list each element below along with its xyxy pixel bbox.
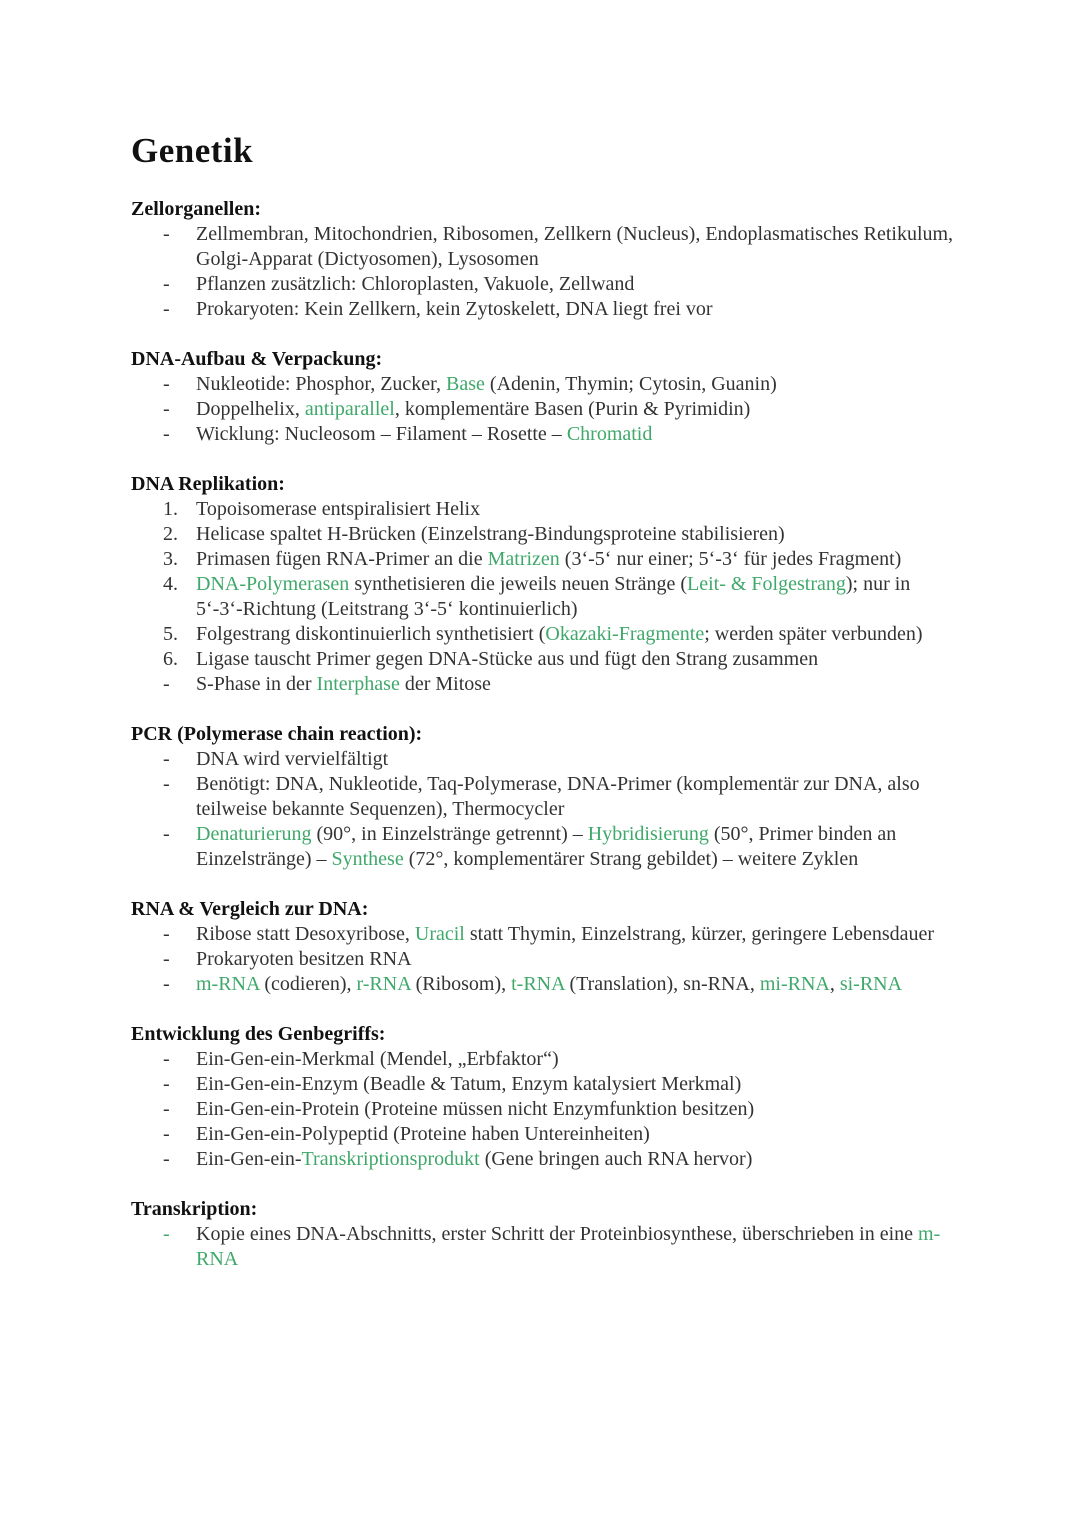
section-heading: RNA & Vergleich zur DNA:	[131, 898, 369, 920]
text-run: ); nur in 5‘-3‘-Richtung (Leitstrang 3‘-5‘ kontinuierlich)	[196, 573, 911, 620]
list-item	[131, 747, 961, 772]
list-item	[131, 1072, 961, 1097]
list-marker: -	[163, 748, 170, 770]
list-item	[131, 1122, 961, 1147]
text-run: (50°, Primer binden an Einzelstränge) –	[196, 823, 897, 870]
list-item	[131, 422, 961, 447]
list-marker: -	[163, 773, 170, 795]
section-list	[131, 1047, 961, 1172]
text-run: (Adenin, Thymin; Cytosin, Guanin)	[484, 373, 777, 395]
section-list	[131, 222, 961, 322]
list-item	[131, 272, 961, 297]
section-heading: Entwicklung des Genbegriffs:	[131, 1023, 386, 1045]
list-marker: -	[163, 1073, 170, 1095]
highlighted-term: Matrizen	[487, 548, 560, 570]
highlighted-term: Okazaki-Fragmente	[545, 623, 705, 645]
text-run: (Translation), sn-RNA,	[564, 973, 760, 995]
highlighted-term: Denaturierung	[196, 823, 312, 845]
text-run: S-Phase in der	[196, 673, 317, 695]
sections-container	[131, 196, 961, 1272]
list-marker: -	[163, 273, 170, 295]
section-list	[131, 372, 961, 447]
list-marker: -	[163, 923, 170, 945]
list-marker: 3.	[163, 548, 178, 570]
text-run: statt Thymin, Einzelstrang, kürzer, geringere Lebensdauer	[464, 923, 935, 945]
highlighted-term: Base	[446, 373, 485, 395]
section-heading: Zellorganellen:	[131, 198, 261, 220]
text-run: Ligase tauscht Primer gegen DNA-Stücke aus und fügt den Strang zusammen	[196, 648, 819, 670]
list-item	[131, 497, 961, 522]
list-item	[131, 672, 961, 697]
text-run: Ein-Gen-ein-Protein (Proteine müssen nicht Enzymfunktion besitzen)	[196, 1098, 755, 1120]
list-item	[131, 922, 961, 947]
list-item	[131, 647, 961, 672]
list-item	[131, 1222, 961, 1272]
list-marker: -	[163, 948, 170, 970]
highlighted-term: mi-RNA	[759, 973, 830, 995]
section-list	[131, 747, 961, 872]
section	[131, 896, 961, 997]
list-marker: -	[163, 423, 170, 445]
list-marker: -	[163, 1098, 170, 1120]
text-run: , komplementäre Basen (Purin & Pyrimidin)	[394, 398, 751, 420]
text-run: Primasen fügen RNA-Primer an die	[196, 548, 488, 570]
highlighted-term: m-RNA	[196, 1223, 941, 1270]
list-marker: 5.	[163, 623, 178, 645]
highlighted-term: t-RNA	[511, 973, 565, 995]
highlighted-term: Chromatid	[566, 423, 653, 445]
text-run: Topoisomerase entspiralisiert Helix	[196, 498, 481, 520]
highlighted-term: Hybridisierung	[587, 823, 709, 845]
list-marker: -	[163, 973, 170, 995]
highlighted-term: Transkriptionsprodukt	[301, 1148, 480, 1170]
text-run: DNA wird vervielfältigt	[196, 748, 389, 770]
list-marker: 1.	[163, 498, 178, 520]
text-run: Prokaryoten: Kein Zellkern, kein Zytoskelett, DNA liegt frei vor	[196, 298, 713, 320]
list-marker: -	[163, 673, 170, 695]
text-run: synthetisieren die jeweils neuen Stränge (	[349, 573, 687, 595]
text-run: Zellmembran, Mitochondrien, Ribosomen, Zellkern (Nucleus), Endoplasmatisches Retikulum, Golgi-Apparat (Dictyosomen), Lysosomen	[196, 223, 954, 270]
text-run: (codieren),	[259, 973, 357, 995]
section-heading: DNA Replikation:	[131, 473, 285, 495]
highlighted-term: Interphase	[316, 673, 400, 695]
text-run: Benötigt: DNA, Nukleotide, Taq-Polymerase, DNA-Primer (komplementär zur DNA, also teilweise bekannte Sequenzen), Thermocycler	[196, 773, 920, 820]
text-run: Doppelhelix,	[196, 398, 305, 420]
text-run: (72°, komplementärer Strang gebildet) – weitere Zyklen	[403, 848, 859, 870]
highlighted-term: r-RNA	[356, 973, 411, 995]
list-item	[131, 547, 961, 572]
section	[131, 1021, 961, 1172]
text-run: der Mitose	[399, 673, 491, 695]
highlighted-term: si-RNA	[839, 973, 903, 995]
text-run: (90°, in Einzelstränge getrennt) –	[311, 823, 588, 845]
text-run: Ein-Gen-ein-Enzym (Beadle & Tatum, Enzym katalysiert Merkmal)	[196, 1073, 742, 1095]
text-run: Prokaryoten besitzen RNA	[196, 948, 412, 970]
list-marker: -	[163, 823, 170, 845]
list-marker: -	[163, 1223, 170, 1245]
list-item	[131, 1147, 961, 1172]
section-list	[131, 922, 961, 997]
list-marker: -	[163, 223, 170, 245]
text-run: Nukleotide: Phosphor, Zucker,	[196, 373, 447, 395]
list-item	[131, 622, 961, 647]
list-item	[131, 397, 961, 422]
list-item	[131, 522, 961, 547]
text-run: Pflanzen zusätzlich: Chloroplasten, Vakuole, Zellwand	[196, 273, 635, 295]
list-marker: 2.	[163, 523, 178, 545]
text-run: Wicklung: Nucleosom – Filament – Rosette –	[196, 423, 567, 445]
text-run: Ein-Gen-ein-Polypeptid (Proteine haben Untereinheiten)	[196, 1123, 650, 1145]
list-item	[131, 297, 961, 322]
list-marker: -	[163, 373, 170, 395]
list-item	[131, 1097, 961, 1122]
highlighted-term: DNA-Polymerasen	[196, 573, 350, 595]
document-page	[131, 128, 961, 1272]
highlighted-term: m-RNA	[196, 973, 260, 995]
list-marker: -	[163, 1148, 170, 1170]
text-run: Kopie eines DNA-Abschnitts, erster Schritt der Proteinbiosynthese, überschrieben in eine	[196, 1223, 919, 1245]
section-heading: DNA-Aufbau & Verpackung:	[131, 348, 383, 370]
section-list	[131, 1222, 961, 1272]
text-run: Ein-Gen-ein-	[196, 1148, 302, 1170]
highlighted-term: Synthese	[331, 848, 404, 870]
section	[131, 346, 961, 447]
list-item	[131, 222, 961, 272]
text-run: ,	[829, 973, 840, 995]
list-item	[131, 572, 961, 622]
text-run: (Ribosom),	[410, 973, 512, 995]
list-marker: -	[163, 298, 170, 320]
list-item	[131, 947, 961, 972]
list-item	[131, 372, 961, 397]
list-marker: 4.	[163, 573, 178, 595]
highlighted-term: Uracil	[414, 923, 465, 945]
list-marker: -	[163, 398, 170, 420]
section-heading: Transkription:	[131, 1198, 258, 1220]
text-run: (3‘-5‘ nur einer; 5‘-3‘ für jedes Fragment)	[559, 548, 902, 570]
section	[131, 471, 961, 697]
section	[131, 1196, 961, 1272]
list-item	[131, 1047, 961, 1072]
list-item	[131, 772, 961, 822]
text-run: Helicase spaltet H-Brücken (Einzelstrang-Bindungsproteine stabilisieren)	[196, 523, 785, 545]
text-run: ; werden später verbunden)	[704, 623, 923, 645]
page-title: Genetik	[131, 131, 254, 170]
list-item	[131, 822, 961, 872]
list-marker: -	[163, 1048, 170, 1070]
section	[131, 721, 961, 872]
text-run: Ein-Gen-ein-Merkmal (Mendel, „Erbfaktor“)	[196, 1048, 559, 1070]
section-list	[131, 497, 961, 697]
list-marker: 6.	[163, 648, 178, 670]
text-run: Folgestrang diskontinuierlich synthetisiert (	[196, 623, 546, 645]
highlighted-term: Leit- & Folgestrang	[687, 573, 846, 595]
text-run: Ribose statt Desoxyribose,	[196, 923, 415, 945]
section-heading: PCR (Polymerase chain reaction):	[131, 723, 423, 745]
highlighted-term: antiparallel	[304, 398, 395, 420]
section	[131, 196, 961, 322]
list-marker: -	[163, 1123, 170, 1145]
text-run: (Gene bringen auch RNA hervor)	[479, 1148, 753, 1170]
list-item	[131, 972, 961, 997]
